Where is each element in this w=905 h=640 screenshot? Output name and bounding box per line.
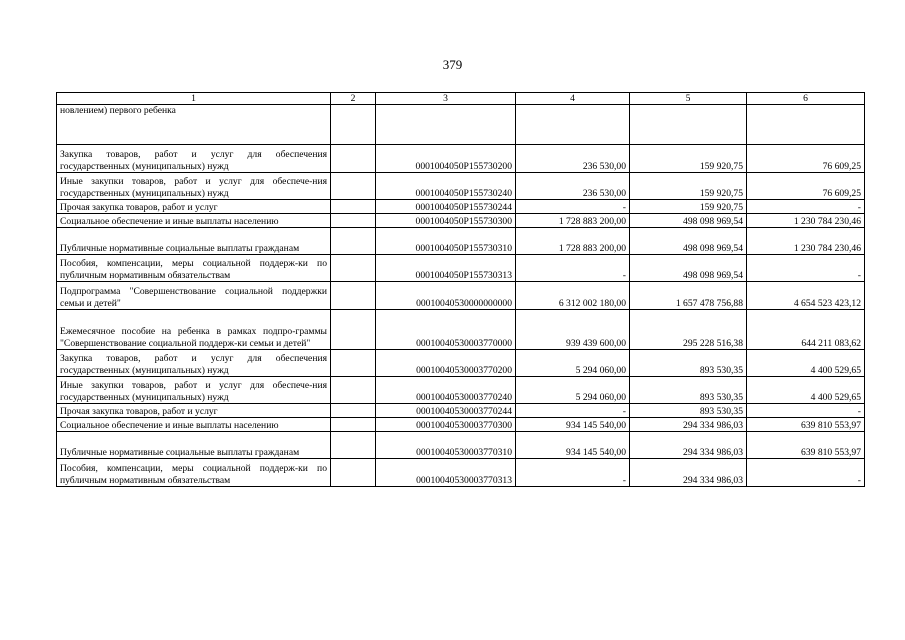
row-value-4: 236 530,00 [516, 145, 630, 173]
row-code: 0001004050P155730240 [376, 173, 516, 200]
row-code: 00010040530003770313 [376, 459, 516, 487]
row-name: Подпрограмма "Совершенствование социальной поддержки семьи и детей" [57, 282, 331, 310]
row-value-5: 893 530,35 [630, 377, 747, 404]
row-col2 [331, 459, 376, 487]
row-value-6: 76 609,25 [747, 173, 865, 200]
table-row [57, 377, 865, 404]
row-value-6: 639 810 553,97 [747, 418, 865, 432]
row-value-5: 159 920,75 [630, 200, 747, 214]
row-value-6: 644 211 083,62 [747, 310, 865, 350]
row-value-6: 4 654 523 423,12 [747, 282, 865, 310]
row-code: 0001004050P155730313 [376, 255, 516, 282]
row-col2 [331, 310, 376, 350]
row-name: Иные закупки товаров, работ и услуг для обеспече-ния государственных (муниципальных) нужд [57, 173, 331, 200]
row-value-6: - [747, 200, 865, 214]
row-value-4: 236 530,00 [516, 173, 630, 200]
row-col2 [331, 377, 376, 404]
row-code: 0001004050P155730300 [376, 214, 516, 228]
row-value-6: 4 400 529,65 [747, 350, 865, 377]
row-name: Публичные нормативные социальные выплаты гражданам [57, 432, 331, 459]
row-value-4: - [516, 200, 630, 214]
row-value-5: 498 098 969,54 [630, 214, 747, 228]
row-col2 [331, 418, 376, 432]
row-code: 00010040530003770000 [376, 310, 516, 350]
row-name: Пособия, компенсации, меры социальной поддерж-ки по публичным нормативным обязательствам [57, 255, 331, 282]
row-code: 00010040530003770200 [376, 350, 516, 377]
row-name: Прочая закупка товаров, работ и услуг [57, 200, 331, 214]
row-col2 [331, 105, 376, 145]
row-value-4: 5 294 060,00 [516, 350, 630, 377]
row-name: Пособия, компенсации, меры социальной поддерж-ки по публичным нормативным обязательствам [57, 459, 331, 487]
row-value-6: 4 400 529,65 [747, 377, 865, 404]
table-row [57, 228, 865, 255]
row-value-5: 893 530,35 [630, 404, 747, 418]
table-row [57, 432, 865, 459]
row-value-4: 6 312 002 180,00 [516, 282, 630, 310]
row-value-6: 76 609,25 [747, 145, 865, 173]
row-value-4: 5 294 060,00 [516, 377, 630, 404]
row-value-6: 1 230 784 230,46 [747, 214, 865, 228]
row-value-5: 159 920,75 [630, 173, 747, 200]
row-value-4: 934 145 540,00 [516, 432, 630, 459]
header-col-3: 3 [376, 93, 516, 105]
row-code: 00010040530003770300 [376, 418, 516, 432]
row-code: 0001004050P155730310 [376, 228, 516, 255]
row-value-6: 639 810 553,97 [747, 432, 865, 459]
row-value-4: 1 728 883 200,00 [516, 228, 630, 255]
table-row [57, 145, 865, 173]
row-value-6: - [747, 459, 865, 487]
row-col2 [331, 228, 376, 255]
row-code: 00010040530003770244 [376, 404, 516, 418]
table-row [57, 310, 865, 350]
row-value-5: 294 334 986,03 [630, 418, 747, 432]
row-value-6: 1 230 784 230,46 [747, 228, 865, 255]
row-col2 [331, 432, 376, 459]
row-code: 00010040530003770240 [376, 377, 516, 404]
row-name: Ежемесячное пособие на ребенка в рамках подпро-граммы "Совершенствование социальной поддерж-ки семьи и детей" [57, 310, 331, 350]
table-row [57, 459, 865, 487]
row-value-6: - [747, 404, 865, 418]
table-row [57, 200, 865, 214]
table-row [57, 404, 865, 418]
row-code: 00010040530000000000 [376, 282, 516, 310]
row-name: Прочая закупка товаров, работ и услуг [57, 404, 331, 418]
table-row [57, 214, 865, 228]
row-name: Иные закупки товаров, работ и услуг для обеспече-ния государственных (муниципальных) нужд [57, 377, 331, 404]
row-value-4: 939 439 600,00 [516, 310, 630, 350]
row-name: Публичные нормативные социальные выплаты гражданам [57, 228, 331, 255]
header-col-1: 1 [57, 93, 331, 105]
row-value-4: 934 145 540,00 [516, 418, 630, 432]
row-name: новлением) первого ребенка [57, 105, 331, 145]
row-value-5: 498 098 969,54 [630, 255, 747, 282]
row-code [376, 105, 516, 145]
row-value-5: 294 334 986,03 [630, 432, 747, 459]
table-row [57, 173, 865, 200]
row-name: Закупка товаров, работ и услуг для обеспечения государственных (муниципальных) нужд [57, 350, 331, 377]
row-code: 0001004050P155730200 [376, 145, 516, 173]
row-col2 [331, 404, 376, 418]
table-row [57, 255, 865, 282]
page-number: 379 [442, 57, 463, 72]
row-code: 0001004050P155730244 [376, 200, 516, 214]
table-row [57, 350, 865, 377]
row-value-5: 295 228 516,38 [630, 310, 747, 350]
row-col2 [331, 255, 376, 282]
header-col-2: 2 [331, 93, 376, 105]
row-name: Закупка товаров, работ и услуг для обеспечения государственных (муниципальных) нужд [57, 145, 331, 173]
row-col2 [331, 173, 376, 200]
row-value-5: 498 098 969,54 [630, 228, 747, 255]
row-value-4: 1 728 883 200,00 [516, 214, 630, 228]
table-row [57, 282, 865, 310]
row-name: Социальное обеспечение и иные выплаты населению [57, 214, 331, 228]
row-value-6: - [747, 255, 865, 282]
table-header [57, 93, 865, 105]
table-row [57, 418, 865, 432]
table-row [57, 105, 865, 145]
row-value-5: 294 334 986,03 [630, 459, 747, 487]
header-col-4: 4 [516, 93, 630, 105]
row-value-4: - [516, 404, 630, 418]
header-row [57, 93, 865, 105]
header-col-5: 5 [630, 93, 747, 105]
row-value-5: 1 657 478 756,88 [630, 282, 747, 310]
row-col2 [331, 214, 376, 228]
row-col2 [331, 200, 376, 214]
row-value-4: - [516, 255, 630, 282]
row-name: Социальное обеспечение и иные выплаты населению [57, 418, 331, 432]
row-value-5 [630, 105, 747, 145]
row-col2 [331, 282, 376, 310]
header-col-6: 6 [747, 93, 865, 105]
row-col2 [331, 350, 376, 377]
table-body [57, 105, 865, 487]
budget-table [56, 92, 865, 487]
row-code: 00010040530003770310 [376, 432, 516, 459]
row-value-6 [747, 105, 865, 145]
row-value-5: 159 920,75 [630, 145, 747, 173]
row-col2 [331, 145, 376, 173]
row-value-4 [516, 105, 630, 145]
row-value-4: - [516, 459, 630, 487]
row-value-5: 893 530,35 [630, 350, 747, 377]
